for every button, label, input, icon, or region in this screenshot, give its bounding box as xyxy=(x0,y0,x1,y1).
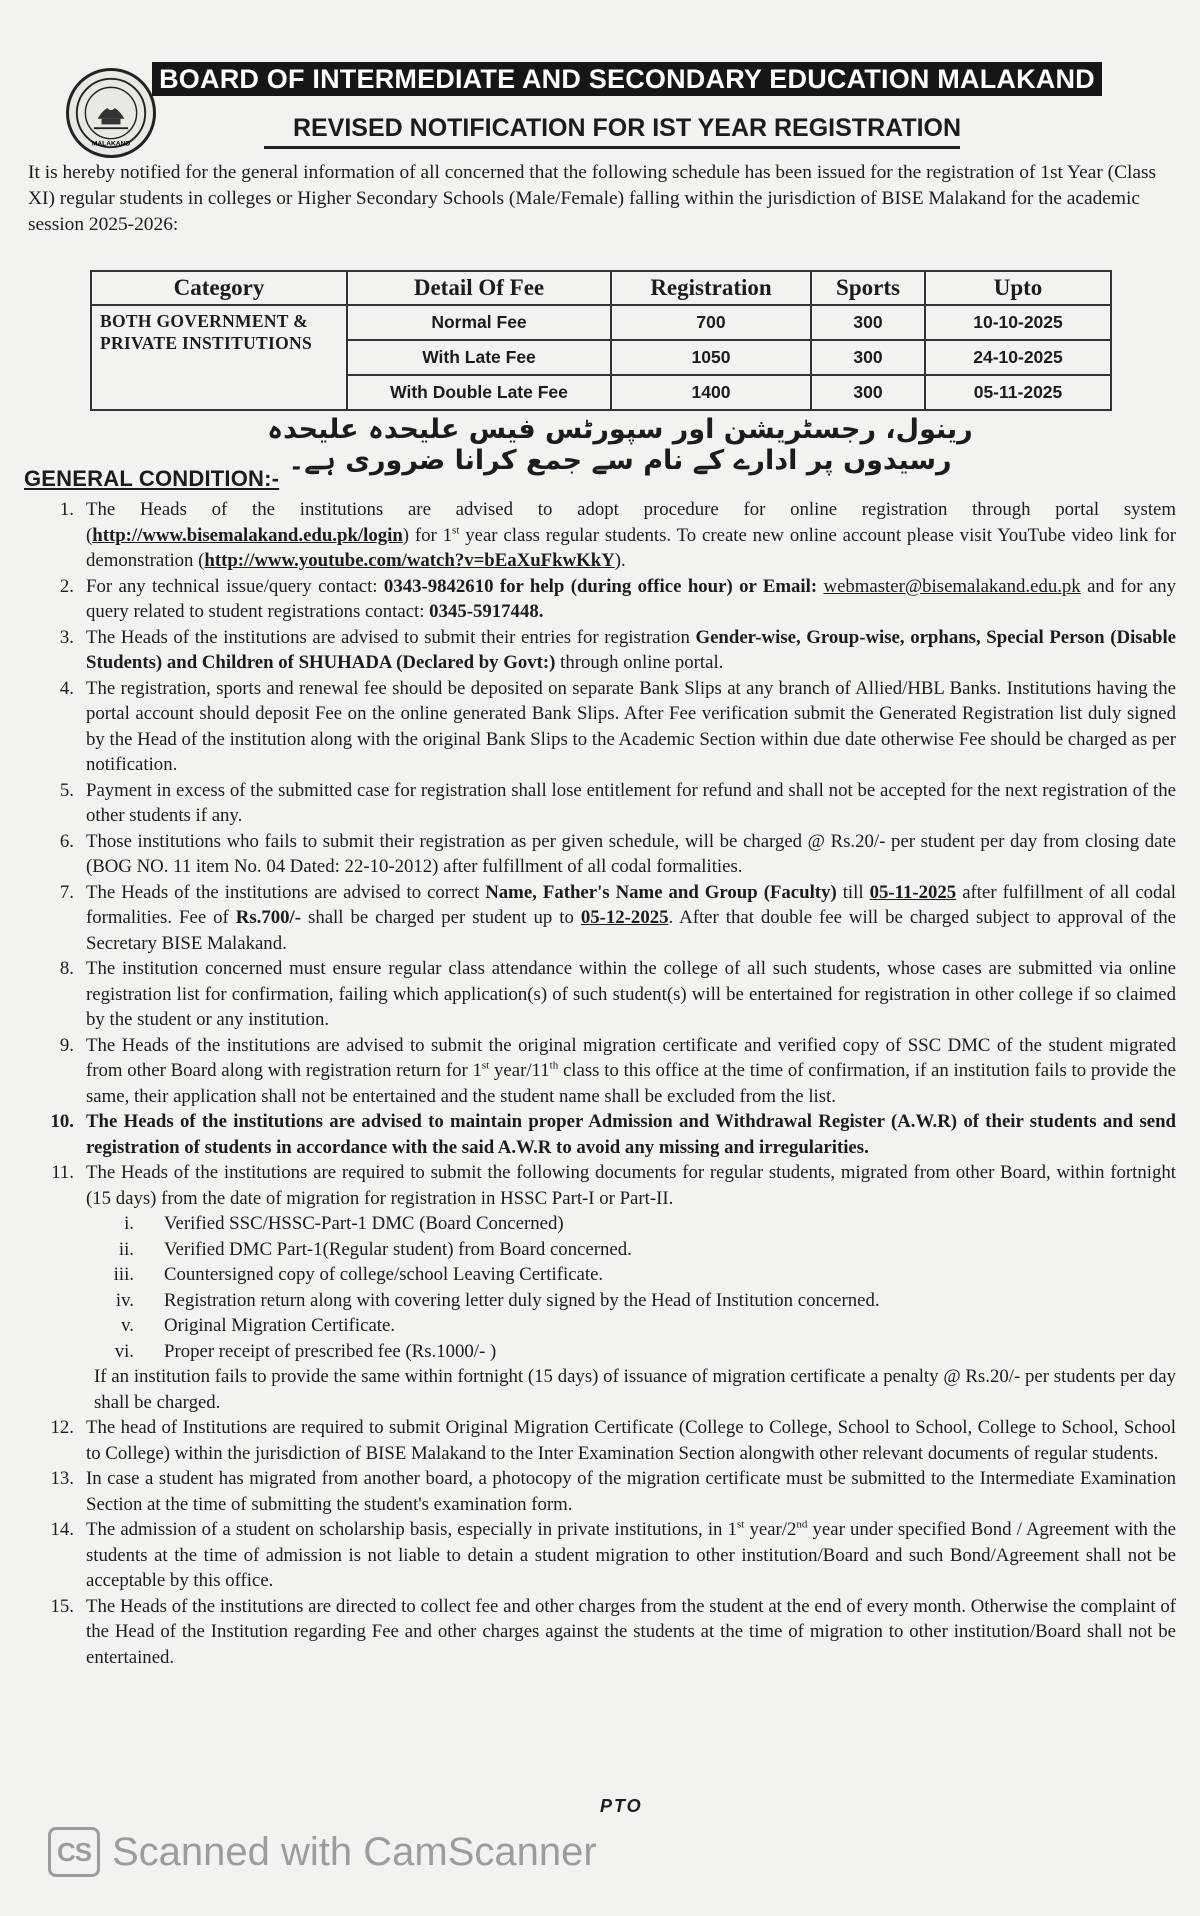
condition-text: Those institutions who fails to submit their registration as per given schedule, will be charged @ Rs.20/- per student per day from closing date (BOG NO. 11 item No. 04 Dated: 22-10-2012) after fulfillment of all codal formalities. xyxy=(86,830,1176,877)
header-sports: Sports xyxy=(811,271,925,305)
upto-date-cell: 24-10-2025 xyxy=(925,340,1111,375)
condition-text-bold: Gender-wise, Group-wise, orphans, Special Person (Disable Students) and Children of SHUHADA (Declared by Govt:) xyxy=(86,626,1176,673)
condition-text-part: For any technical issue/query contact: xyxy=(86,575,384,597)
board-title: BOARD OF INTERMEDIATE AND SECONDARY EDUCATION MALAKAND xyxy=(152,62,1102,96)
required-documents-list xyxy=(86,1211,1176,1364)
condition-number: 9. xyxy=(59,1034,74,1056)
fee-detail-cell: With Late Fee xyxy=(347,340,611,375)
condition-13 xyxy=(24,1466,1176,1517)
list-item xyxy=(86,1339,1176,1365)
condition-text-block xyxy=(86,1160,1176,1415)
condition-text xyxy=(86,1033,1176,1110)
superscript: st xyxy=(481,1059,490,1072)
scanner-watermark xyxy=(48,1822,597,1882)
condition-11 xyxy=(24,1160,1176,1415)
correction-deadline-date: 05-11-2025 xyxy=(869,881,957,903)
list-item-text: Verified DMC Part-1(Regular student) from Board concerned. xyxy=(164,1238,632,1260)
list-item-text: Proper receipt of prescribed fee (Rs.1000/- ) xyxy=(164,1340,497,1362)
condition-text-part: The Heads of the institutions are advised to correct xyxy=(86,881,486,903)
condition-text xyxy=(86,625,1176,676)
list-item-number: i. xyxy=(124,1213,134,1234)
condition-1 xyxy=(24,497,1176,574)
condition-text-part: year under specified Bond / Agreement with the students at the time of admission is not liable to detain a student migration to other institution/Board and such Bond/Agreement shall not be acceptable by this office. xyxy=(86,1519,1176,1591)
condition-number: 8. xyxy=(59,958,74,979)
condition-text-bold: Name, Father's Name and Group (Faculty) xyxy=(485,881,837,903)
condition-text xyxy=(86,497,1176,574)
table-header-row xyxy=(91,271,1111,305)
condition-text: The registration, sports and renewal fee should be deposited on separate Bank Slips at any branch of Allied/HBL Banks. Institutions having the portal account should deposit Fee on the online generated Bank Slips. After Fee verification submit the Generated Registration list duly signed by the Head of the institution along with the original Bank Slips to the Academic Section within due date otherwise Fee should be charged as per notification. xyxy=(86,677,1176,775)
condition-number: 5. xyxy=(59,779,74,801)
condition-text-part: The Heads of the institutions are advised to submit the original migration certificate and verified copy of SSC DMC of the student migrated from other Board along with registration return for 1 xyxy=(86,1034,1176,1081)
condition-number: 10. xyxy=(50,1111,74,1132)
condition-12 xyxy=(24,1415,1176,1466)
condition-number: 4. xyxy=(59,677,74,699)
header-registration: Registration xyxy=(611,271,811,305)
webmaster-email-link[interactable]: webmaster@bisemalakand.edu.pk xyxy=(823,575,1081,597)
condition-text-part: year/11 xyxy=(489,1060,550,1081)
condition-text-part: The Heads of the institutions are advised to submit their entries for registration xyxy=(86,626,696,648)
upto-date-cell: 10-10-2025 xyxy=(925,305,1111,340)
registration-fee-cell: 700 xyxy=(611,305,811,340)
superscript: th xyxy=(549,1059,559,1072)
list-item-text: Original Migration Certificate. xyxy=(164,1315,396,1336)
seal-emblem-icon xyxy=(73,75,149,151)
general-condition-heading: GENERAL CONDITION:- xyxy=(24,466,280,491)
intro-paragraph: It is hereby notified for the general information of all concerned that the following schedule has been issued for the registration of 1st Year (Class XI) regular students in colleges or Higher Secondary Schools (Male/Female) falling within the jurisdiction of BISE Malakand for the academic session 2025-2026: xyxy=(28,162,1157,235)
condition-number: 3. xyxy=(59,626,74,648)
condition-text xyxy=(86,1517,1176,1594)
scanner-watermark-text: Scanned with CamScanner xyxy=(112,1829,597,1874)
condition-text-part: till xyxy=(836,881,870,903)
superscript: nd xyxy=(796,1518,808,1531)
condition-text-part: year/2 xyxy=(744,1519,797,1540)
table-row xyxy=(91,305,1111,340)
list-item-text: Registration return along with covering letter duly signed by the Head of Institution concerned. xyxy=(164,1289,880,1311)
condition-number: 12. xyxy=(50,1417,74,1438)
seal-text: MALAKAND xyxy=(91,140,131,148)
urdu-fee-note: رینول، رجسٹریشن اور سپورٹس فیس علیحدہ علیحدہ رسیدوں پر ادارے کے نام سے جمع کرانا ضروری ہے۔ xyxy=(267,414,973,476)
list-item xyxy=(86,1211,1176,1237)
camscanner-logo-icon: CS xyxy=(48,1827,100,1877)
penalty-note: If an institution fails to provide the same within fortnight (15 days) of issuance of migration certificate a penalty @ Rs.20/- per students per day shall be charged. xyxy=(94,1366,1176,1413)
fee-schedule-table xyxy=(90,270,1112,411)
sports-fee-cell: 300 xyxy=(811,375,925,410)
condition-number: 11. xyxy=(51,1162,74,1183)
condition-8 xyxy=(24,956,1176,1033)
condition-5 xyxy=(24,778,1176,829)
condition-text-part: through online portal. xyxy=(555,652,724,673)
superscript: st xyxy=(452,524,460,537)
condition-text: The Heads of the institutions are directed to collect fee and other charges from the student at the end of every month. Otherwise the complaint of the Head of the Institution regarding Fee and other charges against the students at the time of migration to other institution/Board shall not be entertained. xyxy=(86,1595,1176,1668)
condition-7 xyxy=(24,880,1176,957)
portal-link[interactable]: http://www.bisemalakand.edu.pk/login xyxy=(92,524,403,546)
condition-text-part: The admission of a student on scholarship basis, especially in private institutions, in 1 xyxy=(86,1519,737,1540)
fee-detail-cell: With Double Late Fee xyxy=(347,375,611,410)
condition-text-part: ) for 1 xyxy=(402,524,453,546)
condition-number: 1. xyxy=(59,499,74,520)
header-detail-of-fee: Detail Of Fee xyxy=(347,271,611,305)
superscript: st xyxy=(736,1518,745,1531)
condition-text-part: ). xyxy=(614,550,626,571)
condition-10 xyxy=(24,1109,1176,1160)
conditions-list xyxy=(24,497,1176,1670)
list-item xyxy=(86,1262,1176,1288)
condition-text-part: . After that double fee will be charged subject to approval of the Secretary BISE Malakand. xyxy=(86,907,1177,954)
list-item-number: iv. xyxy=(115,1289,134,1311)
condition-3 xyxy=(24,625,1176,676)
category-cell: BOTH GOVERNMENT & PRIVATE INSTITUTIONS xyxy=(91,305,347,410)
condition-text-part: year class regular students. To create new online account please visit YouTube video link for demonstration ( xyxy=(86,524,1176,571)
condition-text: Payment in excess of the submitted case for registration shall lose entitlement for refund and shall not be accepted for the next registration of the other students if any. xyxy=(86,779,1176,826)
condition-15 xyxy=(24,1594,1176,1671)
correction-fee: Rs.700/- xyxy=(235,907,302,928)
condition-number: 6. xyxy=(59,830,74,852)
condition-text: In case a student has migrated from another board, a photocopy of the migration certificate must be submitted to the Intermediate Examination Section at the time of submitting the student's examination form. xyxy=(86,1468,1176,1515)
registration-fee-cell: 1400 xyxy=(611,375,811,410)
registration-fee-cell: 1050 xyxy=(611,340,811,375)
condition-text-part: for help (during office hour) or Email: xyxy=(493,575,824,597)
condition-text-part: and for any query related to student registrations contact: xyxy=(86,575,1176,622)
condition-9 xyxy=(24,1033,1176,1110)
help-phone-number: 0343-9842610 xyxy=(383,575,494,597)
list-item-number: vi. xyxy=(114,1340,134,1362)
title-underline xyxy=(264,146,960,149)
condition-text-part: shall be charged per student up to xyxy=(301,907,581,928)
upto-date-cell: 05-11-2025 xyxy=(925,375,1111,410)
pto-label: PTO xyxy=(600,1796,643,1816)
condition-text xyxy=(86,880,1176,957)
condition-4 xyxy=(24,676,1176,778)
condition-text: The head of Institutions are required to submit Original Migration Certificate (College to College, School to School, College to School, School to College) within the jurisdiction of BISE Malakand to the Inter Examination Section alongwith other relevant documents of regular students. xyxy=(86,1417,1176,1464)
notification-title: REVISED NOTIFICATION FOR IST YEAR REGISTRATION xyxy=(292,114,962,142)
condition-2 xyxy=(24,574,1176,625)
condition-text-part: The Heads of the institutions are advised to adopt procedure for online registration through portal system ( xyxy=(86,499,1176,546)
header-category: Category xyxy=(91,271,347,305)
registration-phone-number: 0345-5917448. xyxy=(429,601,544,622)
condition-text: The Heads of the institutions are advised to maintain proper Admission and Withdrawal Register (A.W.R) of their students and send registration of students in accordance with the said A.W.R to avoid any missing and irregularities. xyxy=(86,1111,1176,1158)
youtube-link[interactable]: http://www.youtube.com/watch?v=bEaXuFkwKkY xyxy=(204,550,615,571)
list-item xyxy=(86,1237,1176,1263)
list-item-text: Countersigned copy of college/school Leaving Certificate. xyxy=(164,1264,604,1285)
condition-text: The institution concerned must ensure regular class attendance within the college of all such students, whose cases are submitted via online registration list for confirmation, failing which application(s) of such student(s) will be entertained for registration in other college if so claimed by the student or any institution. xyxy=(86,958,1176,1030)
sports-fee-cell: 300 xyxy=(811,340,925,375)
condition-text: The Heads of the institutions are required to submit the following documents for regular students, migrated from other Board, within fortnight (15 days) from the date of migration for registration in HSSC Part-I or Part-II. xyxy=(86,1162,1176,1209)
list-item xyxy=(86,1288,1176,1314)
list-item-number: iii. xyxy=(113,1264,134,1285)
sports-fee-cell: 300 xyxy=(811,305,925,340)
list-item-number: v. xyxy=(121,1315,134,1336)
condition-14 xyxy=(24,1517,1176,1594)
condition-text xyxy=(86,574,1176,625)
list-item-number: ii. xyxy=(118,1238,134,1260)
list-item xyxy=(86,1313,1176,1339)
condition-number: 13. xyxy=(50,1468,74,1489)
header-upto: Upto xyxy=(925,271,1111,305)
condition-number: 14. xyxy=(50,1519,74,1540)
condition-text-part: after fulfillment of all codal formalities. Fee of xyxy=(86,881,1176,928)
condition-text-part: class to this office at the time of confirmation, if an institution fails to provide the same, their application shall not be entertained and the student name shall be excluded from the list. xyxy=(86,1060,1176,1107)
condition-number: 15. xyxy=(50,1595,74,1617)
list-item-text: Verified SSC/HSSC-Part-1 DMC (Board Concerned) xyxy=(164,1213,564,1234)
condition-6 xyxy=(24,829,1176,880)
board-seal-logo xyxy=(66,68,156,158)
condition-number: 7. xyxy=(59,881,74,903)
condition-number: 2. xyxy=(59,575,74,597)
fee-deadline-date: 05-12-2025 xyxy=(580,907,669,928)
fee-detail-cell: Normal Fee xyxy=(347,305,611,340)
